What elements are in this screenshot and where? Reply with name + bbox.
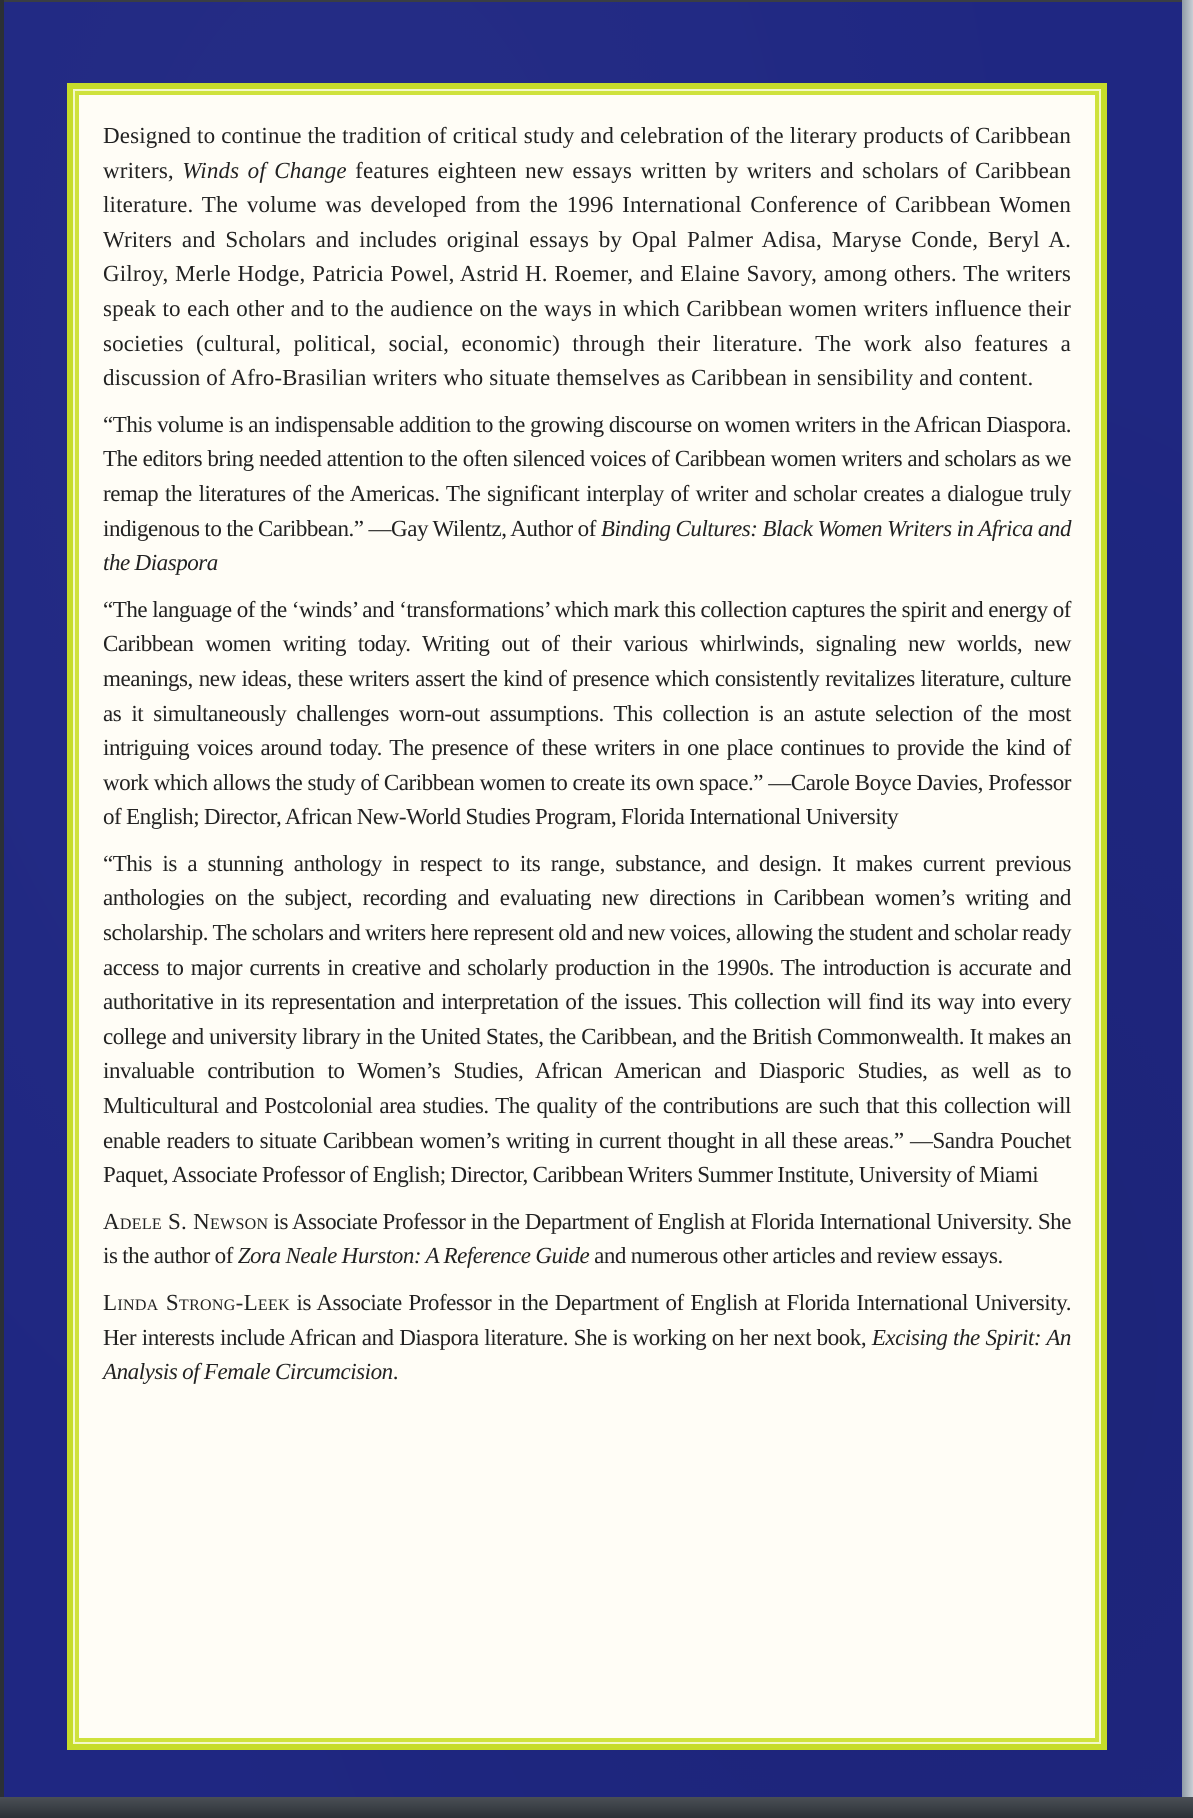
cover-text bbox=[103, 119, 1071, 1402]
lime-frame-border bbox=[67, 83, 1107, 1750]
blurb-attribution: —Sandra Pouchet Paquet, Associate Professor of English; Director, Caribbean Writers Summer Institute, University of Miami bbox=[103, 1127, 1071, 1188]
description-text-cont: features eighteen new essays written by writers and scholars of Caribbean literature. The volume was developed from the 1996 International Conference of Caribbean Women Writers and Scholars and includes original essays by Opal Palmer Adisa, Maryse Conde, Beryl A. Gilroy, Merle Hodge, Patricia Powel, Astrid H. Roemer, and Elaine Savory, among others. The writers speak to each other and to the audience on the ways in which Caribbean women writers influence their societies (cultural, political, social, economic) through their literature. The work also features a discussion of Afro-Brasilian writers who situate themselves as Caribbean in sensibility and content. bbox=[103, 157, 1071, 391]
text-panel bbox=[79, 95, 1095, 1738]
blurb-quote: “This is a stunning anthology in respect to its range, substance, and design. It makes current previous anthologies on the subject, recording and evaluating new directions in Caribbean women’s writing and scholarship. The scholars and writers here represent old and new voices, allowing the student and scholar ready access to major currents in creative and scholarly production in the 1990s. The introduction is accurate and authoritative in its representation and interpretation of the issues. This collection will find its way into every college and university library in the United States, the Caribbean, and the British Commonwealth. It makes an invaluable contribution to Women’s Studies, African American and Diasporic Studies, as well as to Multicultural and Postcolonial area studies. The quality of the contributions are such that this collection will enable readers to situate Caribbean women’s writing in current thought in all these areas.” bbox=[103, 850, 1071, 1153]
editor-bio-text: is Associate Professor in the Department of English at Florida International University. She is the author of bbox=[103, 1208, 1071, 1269]
editor-bio-text-cont: . bbox=[392, 1359, 398, 1385]
blurb-davies bbox=[103, 593, 1071, 835]
blurb-cited-work: Binding Cultures: Black Women Writers in Africa and the Diaspora bbox=[103, 515, 1071, 576]
frame-inner-line bbox=[73, 89, 1101, 1744]
editor-bio-text: is Associate Professor in the Department of English at Florida International University. Her interests include African and Diaspora literature. She is working on her next book, bbox=[103, 1290, 1071, 1350]
blurb-wilentz bbox=[103, 408, 1071, 581]
editor-bio-strong-leek bbox=[103, 1286, 1071, 1390]
editor-work: Excising the Spirit: An Analysis of Female Circumcision bbox=[103, 1324, 1071, 1385]
blurb-attribution: —Gay Wilentz, Author of bbox=[363, 515, 601, 541]
blurb-attribution: —Carole Boyce Davies, Professor of English; Director, African New-World Studies Program, Florida International University bbox=[103, 769, 1071, 830]
description-text: Designed to continue the tradition of critical study and celebration of the literary products of Caribbean writers, bbox=[103, 123, 1071, 183]
scan-bottom-edge bbox=[0, 1797, 1193, 1818]
editor-name: Linda Strong-Leek bbox=[103, 1290, 290, 1315]
blurb-quote: “The language of the ‘winds’ and ‘transformations’ which mark this collection captures the spirit and energy of Caribbean women writing today. Writing out of their various whirlwinds, signaling new worlds, new meanings, new ideas, these writers assert the kind of presence which consistently revitalizes literature, culture as it simultaneously challenges worn-out assumptions. This collection is an astute selection of the most intriguing voices around today. The presence of these writers in one place continues to provide the kind of work which allows the study of Caribbean women to create its own space.” bbox=[103, 596, 1071, 795]
blurb-paquet bbox=[103, 847, 1071, 1193]
editor-bio-text-cont: and numerous other articles and review essays. bbox=[589, 1243, 1003, 1269]
book-title: Winds of Change bbox=[182, 157, 347, 183]
blurb-quote: “This volume is an indispensable addition to the growing discourse on women writers in the African Diaspora. The editors bring needed attention to the often silenced voices of Caribbean women writers and scholars as we remap the literatures of the Americas. The significant interplay of writer and scholar creates a dialogue truly indigenous to the Caribbean.” bbox=[103, 411, 1071, 541]
book-description bbox=[103, 119, 1071, 396]
book-back-cover bbox=[4, 2, 1182, 1797]
editor-name: Adele S. Newson bbox=[103, 1208, 269, 1234]
editor-work: Zora Neale Hurston: A Reference Guide bbox=[237, 1243, 590, 1269]
scan-right-edge bbox=[1182, 0, 1193, 1818]
editor-bio-newson bbox=[103, 1205, 1071, 1274]
